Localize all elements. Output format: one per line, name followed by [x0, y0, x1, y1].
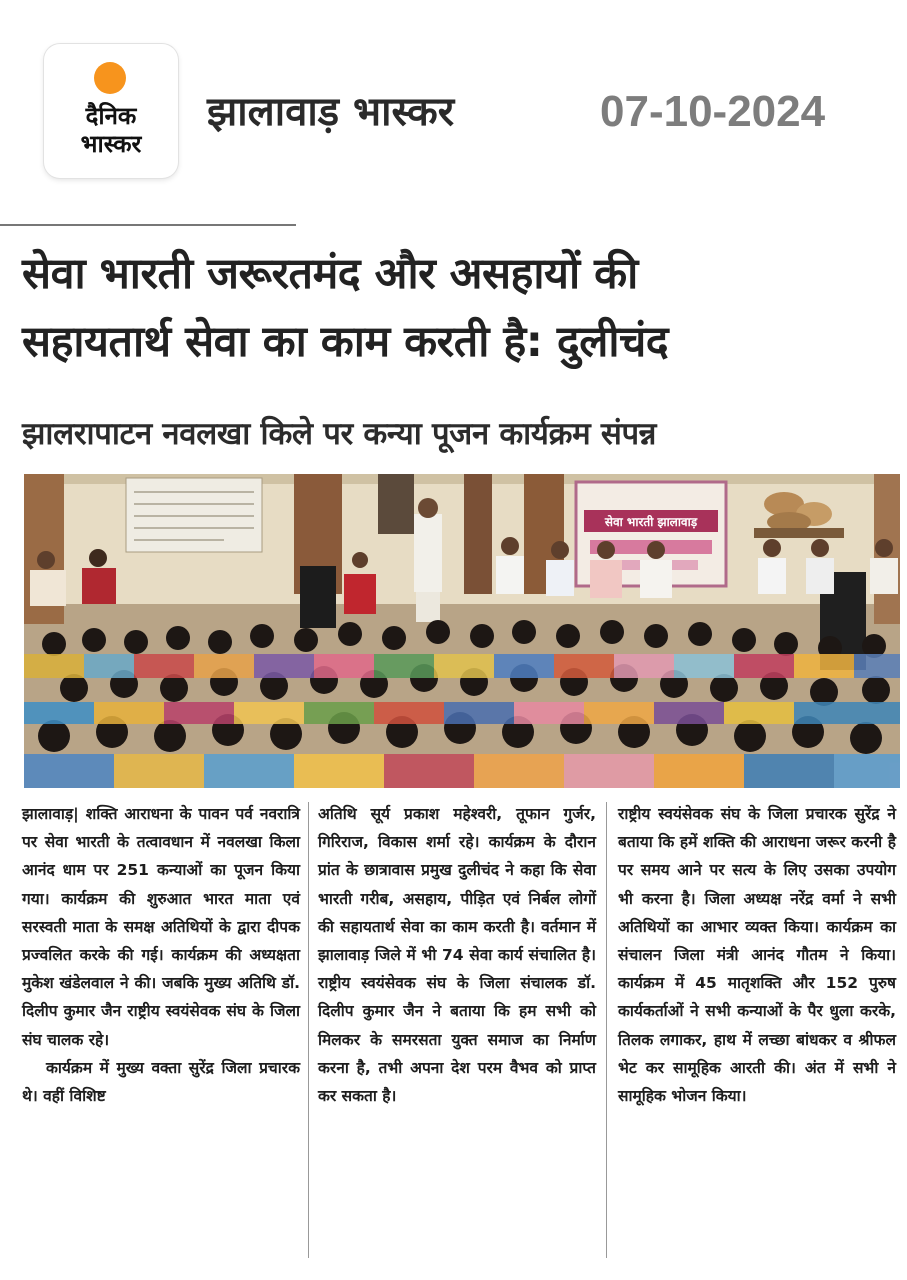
article-column-3 — [618, 800, 896, 1110]
column-1-paragraph-2: कार्यक्रम में मुख्य वक्ता सुरेंद्र जिला प्रचारक थे। वहीं विशिष्ट — [22, 1058, 300, 1106]
headline-line-2: सहायतार्थ सेवा का काम करती है: दुलीचंद — [22, 317, 669, 367]
dainik-bhaskar-logo — [44, 44, 178, 178]
edition-name: झालावाड़ भास्कर — [207, 89, 455, 135]
logo-text-line1: दैनिक — [85, 102, 137, 130]
logo-text-line2: भास्कर — [80, 130, 142, 158]
column-divider-1 — [308, 802, 309, 1258]
column-divider-2 — [606, 802, 607, 1258]
article-subheadline: झालरापाटन नवलखा किले पर कन्या पूजन कार्यक्रम संपन्न — [22, 416, 657, 452]
column-1-paragraph-1: शक्ति आराधना के पावन पर्व नवरात्रि पर सेवा भारती के तत्वावधान में नवलखा किला आनंद धाम पर 251 कन्याओं का पूजन किया गया। कार्यक्रम की शुरुआत भारत माता एवं सरस्वती माता के समक्ष अतिथियों के द्वारा दीपक प्रज्वलित करके की गई। कार्यक्रम की अध्यक्षता मुकेश खंडेलवाल ने की। जबकि मुख्य अतिथि डॉ. दिलीप कुमार जैन राष्ट्रीय स्वयंसेवक संघ के जिला संघ चालक रहे। — [22, 805, 300, 1049]
header-divider — [0, 224, 296, 226]
article-column-1 — [22, 800, 300, 1110]
headline-line-1: सेवा भारती जरूरतमंद और असहायों की — [22, 249, 638, 299]
photo-banner-text: सेवा भारती झालावाड़ — [604, 515, 698, 529]
publication-date: 07-10-2024 — [600, 87, 826, 136]
event-photo — [24, 474, 900, 788]
article-dateline: झालावाड़| — [22, 805, 79, 823]
article-headline — [22, 240, 892, 376]
column-3-paragraph: राष्ट्रीय स्वयंसेवक संघ के जिला प्रचारक सुरेंद्र ने बताया कि हमें शक्ति की आराधना जरूर करनी है पर समय आने पर सत्य के लिए उसका उपयोग भी करना है। जिला अध्यक्ष नरेंद्र वर्मा ने सभी अतिथियों का आभार व्यक्त किया। कार्यक्रम का संचालन जिला मंत्री आनंद गौतम ने किया। कार्यक्रम में 45 मातृशक्ति और 152 पुरुष कार्यकर्ताओं ने सभी कन्याओं के पैर धुला करके, तिलक लगाकर, हाथ में लच्छा बांधकर व श्रीफल भेट कर सामूहिक आरती की। अंत में सभी ने सामूहिक भोजन किया। — [618, 805, 896, 1106]
article-column-2 — [318, 800, 596, 1110]
column-2-paragraph: अतिथि सूर्य प्रकाश महेश्वरी, तूफान गुर्जर, गिरिराज, विकास शर्मा रहे। कार्यक्रम के दौरान प्रांत के छात्रावास प्रमुख दुलीचंद ने कहा कि सेवा भारती गरीब, असहाय, पीड़ित एवं निर्बल लोगों की सहायतार्थ सेवा का काम करती है। वर्तमान में झालावाड़ जिले में भी 74 सेवा कार्य संचालित है। राष्ट्रीय स्वयंसेवक संघ के जिला संचालक डॉ. दिलीप कुमार जैन ने बताया कि हम सभी को मिलकर के समरसता युक्त समाज का निर्माण करना है, तभी अपना देश परम वैभव को प्राप्त कर सकता है। — [318, 805, 596, 1106]
logo-sun-icon — [94, 62, 126, 94]
